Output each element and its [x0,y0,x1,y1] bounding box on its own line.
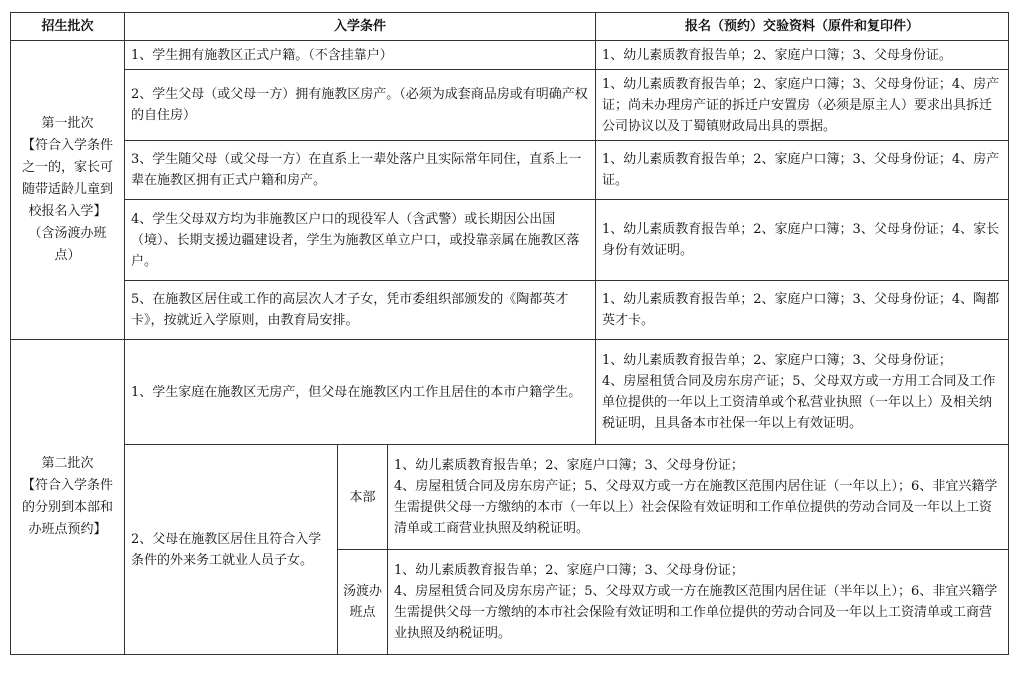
batch2-cell [11,340,125,655]
materials-cell: 1、幼儿素质教育报告单；2、家庭户口簿；3、父母身份证；4、房产证。 [596,141,1009,200]
condition-cell: 1、学生拥有施教区正式户籍。（不含挂靠户） [125,41,596,70]
materials-cell [388,445,1009,550]
table-row [11,41,1009,70]
table-row [11,70,1009,141]
header-conditions: 入学条件 [125,13,596,41]
materials-cell: 1、幼儿素质教育报告单；2、家庭户口簿；3、父母身份证；4、家长身份有效证明。 [596,200,1009,281]
materials-cell: 1、幼儿素质教育报告单；2、家庭户口簿；3、父母身份证；4、房产证；尚未办理房产证的拆迁户安置房（必须是原主人）要求出具拆迁公司协议以及丁蜀镇财政局出具的票据。 [596,70,1009,141]
batch1-title: 第一批次 [41,116,94,131]
header-batch: 招生批次 [11,13,125,41]
batch2-note: 【符合入学条件的分别到本部和办班点预约】 [21,478,113,537]
materials-cell [596,340,1009,445]
sub-category-main: 本部 [338,445,388,550]
materials-line: 1、幼儿素质教育报告单；2、家庭户口簿；3、父母身份证； [602,353,952,368]
sub-category-branch: 汤渡办班点 [338,550,388,655]
condition-cell: 3、学生随父母（或父母一方）在直系上一辈处落户且实际常年同住，直系上一辈在施教区拥有正式户籍和房产。 [125,141,596,200]
batch2-title: 第二批次 [41,456,94,471]
header-materials: 报名（预约）交验资料（原件和复印件） [596,13,1009,41]
table-row [11,445,1009,550]
table-row [11,281,1009,340]
materials-line: 4、房屋租赁合同及房东房产证；5、父母双方或一方用工合同及工作单位提供的一年以上工资清单或个私营业执照（一年以上）及相关纳税证明，且具备本市社保一年以上有效证明。 [602,374,996,431]
header-row [11,13,1009,41]
table-row [11,141,1009,200]
condition-cell: 2、学生父母（或父母一方）拥有施教区房产。（必须为成套商品房或有明确产权的自住房） [125,70,596,141]
materials-cell [388,550,1009,655]
table-row [11,200,1009,281]
batch1-cell [11,41,125,340]
batch1-note: 【符合入学条件之一的，家长可随带适龄儿童到校报名入学】（含汤渡办班点） [21,138,113,263]
condition-cell: 5、在施教区居住或工作的高层次人才子女，凭市委组织部颁发的《陶都英才卡》，按就近入学原则，由教育局安排。 [125,281,596,340]
materials-line: 4、房屋租赁合同及房东房产证；5、父母双方或一方在施教区范围内居住证（半年以上）；6、非宜兴籍学生需提供父母一方缴纳的本市社会保险有效证明和工作单位提供的劳动合同及一年以上工资清单或工商营业执照及纳税证明。 [394,584,998,641]
condition-cell: 4、学生父母双方均为非施教区户口的现役军人（含武警）或长期因公出国（境）、长期支援边疆建设者，学生为施教区单立户口，或投靠亲属在施教区落户。 [125,200,596,281]
condition-cell: 1、学生家庭在施教区无房产，但父母在施教区内工作且居住的本市户籍学生。 [125,340,596,445]
materials-line: 4、房屋租赁合同及房东房产证；5、父母双方或一方在施教区范围内居住证（一年以上）；6、非宜兴籍学生需提供父母一方缴纳的本市（一年以上）社会保险有效证明和工作单位提供的劳动合同及一年以上工资清单或工商营业执照及纳税证明。 [394,479,998,536]
condition-cell: 2、父母在施教区居住且符合入学条件的外来务工就业人员子女。 [125,445,338,655]
table-row [11,340,1009,445]
enrollment-table [10,12,1009,655]
materials-cell: 1、幼儿素质教育报告单；2、家庭户口簿；3、父母身份证。 [596,41,1009,70]
materials-line: 1、幼儿素质教育报告单；2、家庭户口簿；3、父母身份证； [394,458,744,473]
materials-line: 1、幼儿素质教育报告单；2、家庭户口簿；3、父母身份证； [394,563,744,578]
materials-cell: 1、幼儿素质教育报告单；2、家庭户口簿；3、父母身份证；4、陶都英才卡。 [596,281,1009,340]
